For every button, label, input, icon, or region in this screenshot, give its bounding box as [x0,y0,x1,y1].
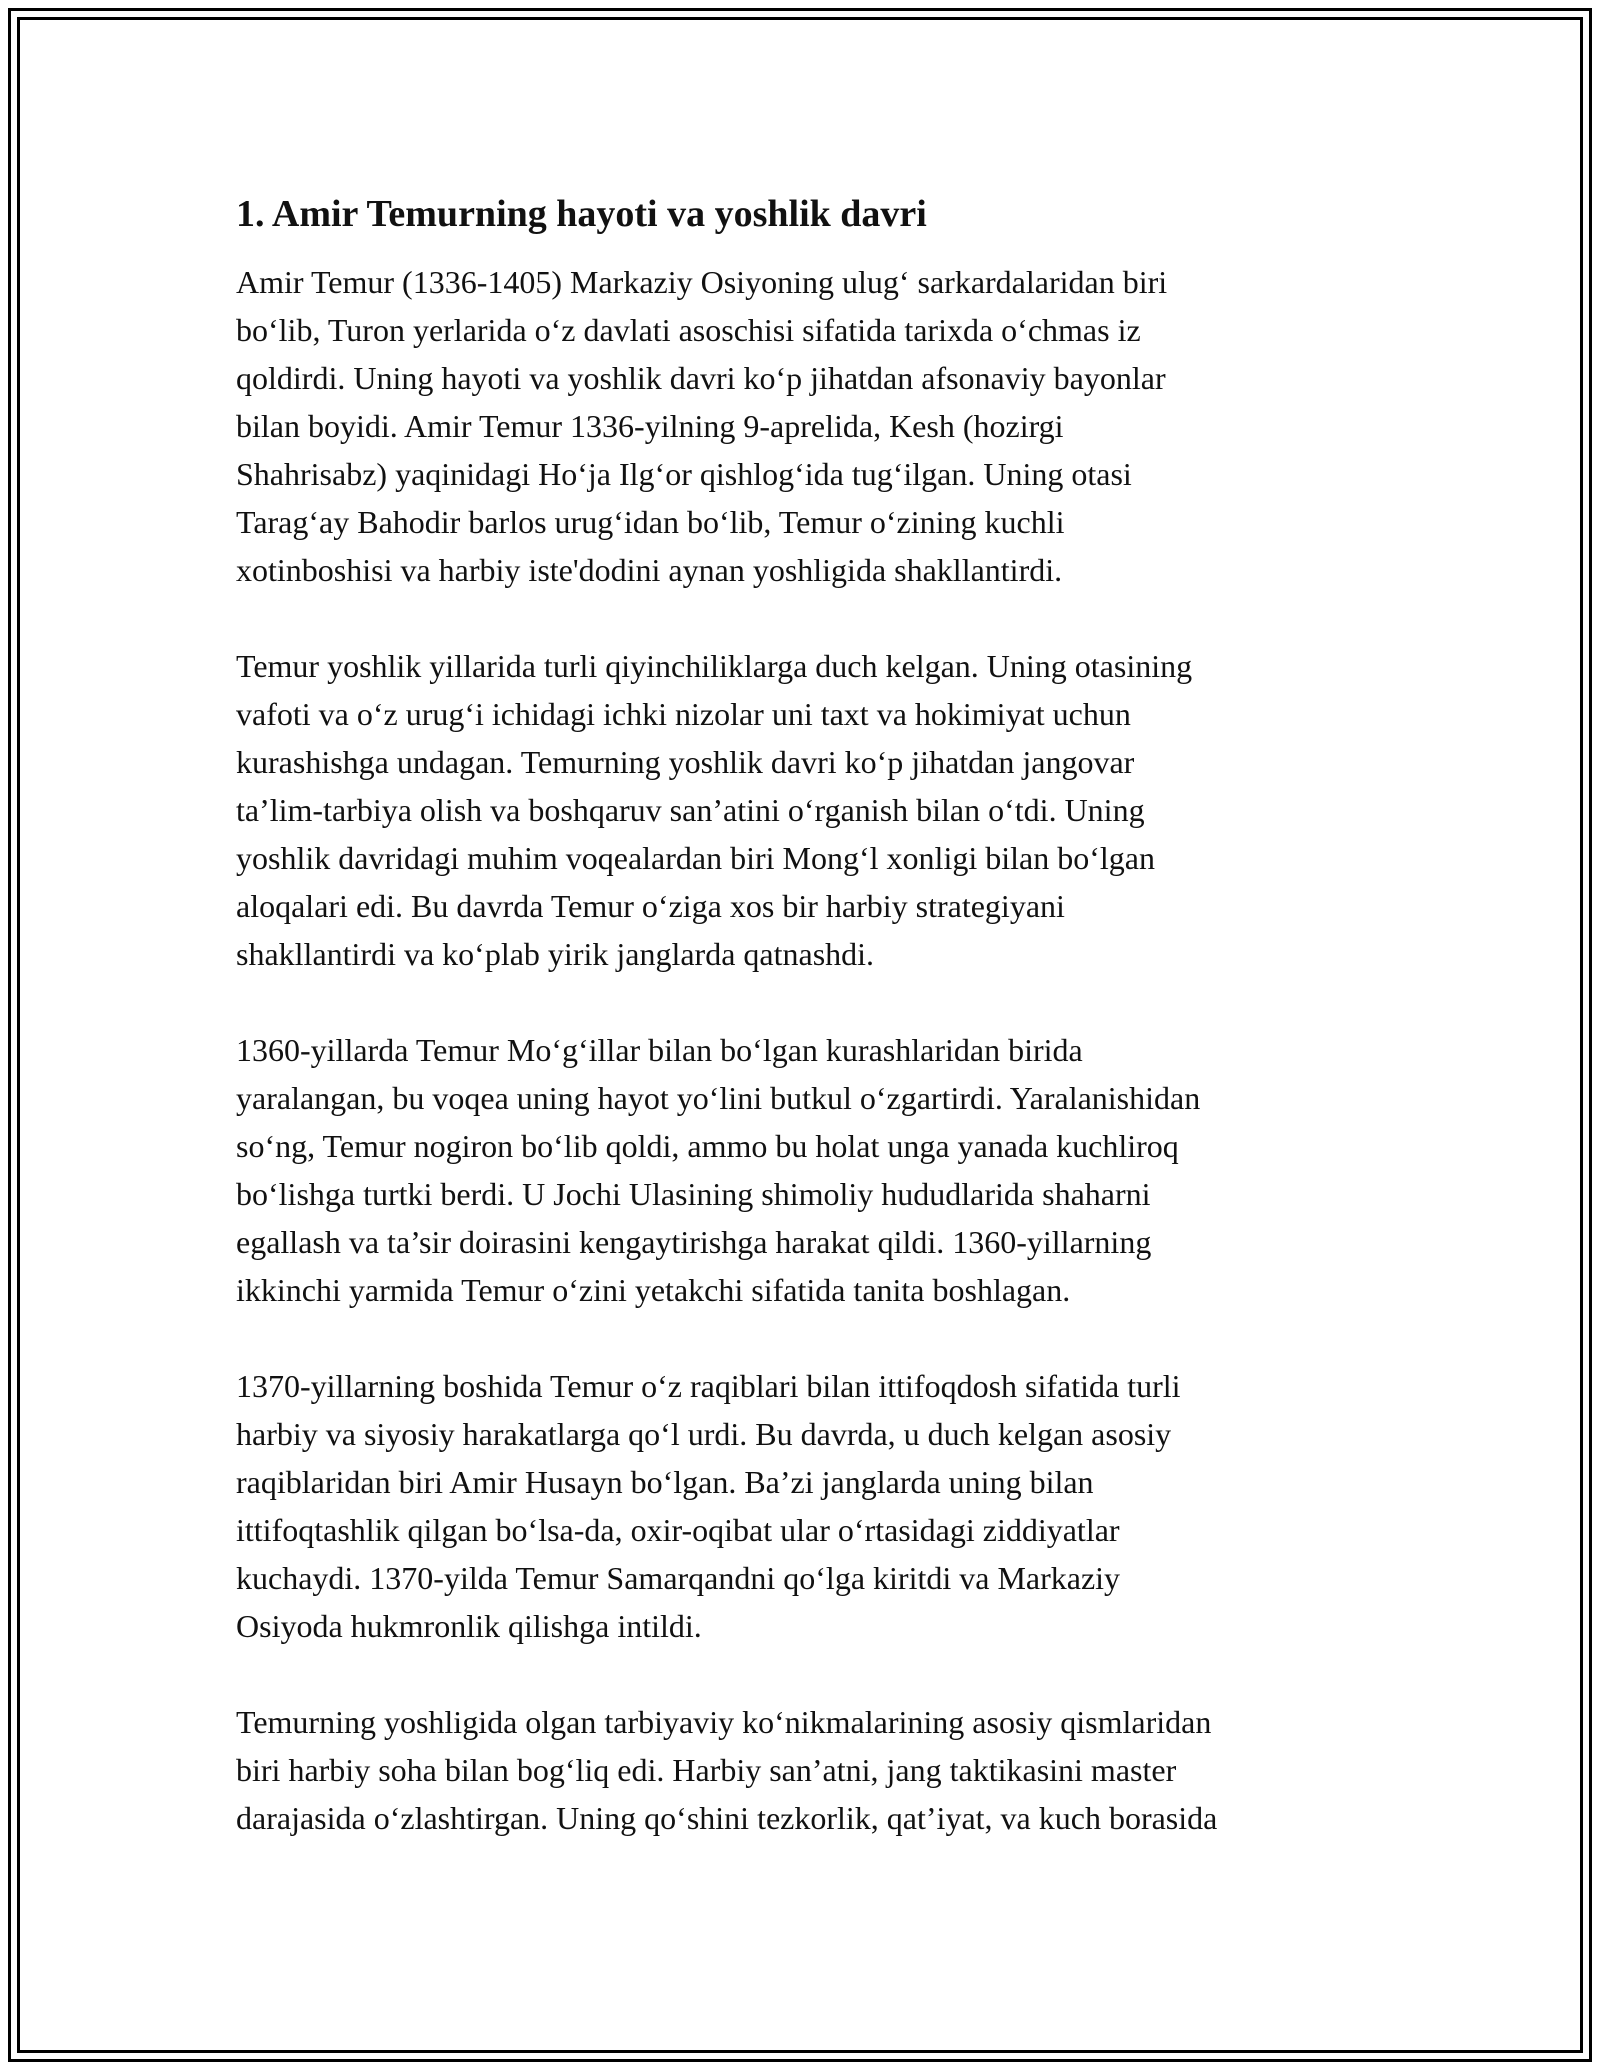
paragraph-2: Temur yoshlik yillarida turli qiyinchiliklarga duch kelgan. Uning otasining vafoti va o‘z urug‘i ichidagi ichki nizolar uni taxt va hokimiyat uchun kurashishga undagan. Temurning yoshlik davri ko‘p jihatdan jangovar ta’lim-tarbiya olish va boshqaruv san’atini o‘rganish bilan o‘tdi. Uning yoshlik davridagi muhim voqealardan biri Mong‘l xonligi bilan bo‘lgan aloqalari edi. Bu davrda Temur o‘ziga xos bir harbiy strategiyani shakllantirdi va ko‘plab yirik janglarda qatnashdi. [236,648,1193,972]
section-title: 1. Amir Temurning hayoti va yoshlik davri [236,193,927,235]
paragraph-5: Temurning yoshligida olgan tarbiyaviy ko‘nikmalarining asosiy qismlaridan biri harbiy soha bilan bog‘liq edi. Harbiy san’atni, jang taktikasini master darajasida o‘zlashtirgan. Uning qo‘shini tezkorlik, qat’iyat, va kuch borasida [236,1704,1218,1836]
paragraph-1: Amir Temur (1336-1405) Markaziy Osiyoning ulug‘ sarkardalaridan biri bo‘lib, Turon yerlarida o‘z davlati asoschisi sifatida tarixda o‘chmas iz qoldirdi. Uning hayoti va yoshlik davri ko‘p jihatdan afsonaviy bayonlar bilan boyidi. Amir Temur 1336-yilning 9-aprelida, Kesh (hozirgi Shahrisabz) yaqinidagi Ho‘ja Ilg‘or qishlog‘ida tug‘ilgan. Uning otasi Tarag‘ay Bahodir barlos urug‘idan bo‘lib, Temur o‘zining kuchli xotinboshisi va harbiy iste'dodini aynan yoshligida shakllantirdi. [236,264,1168,588]
paragraph-list [236,258,1376,1842]
document-body [236,190,1376,1890]
paragraph-4: 1370-yillarning boshida Temur o‘z raqiblari bilan ittifoqdosh sifatida turli harbiy va siyosiy harakatlarga qo‘l urdi. Bu davrda, u duch kelgan asosiy raqiblaridan biri Amir Husayn bo‘lgan. Ba’zi janglarda uning bilan ittifoqtashlik qilgan bo‘lsa-da, oxir-oqibat ular o‘rtasidagi ziddiyatlar kuchaydi. 1370-yilda Temur Samarqandni qo‘lga kiritdi va Markaziy Osiyoda hukmronlik qilishga intildi. [236,1368,1181,1644]
paragraph-3: 1360-yillarda Temur Mo‘g‘illar bilan bo‘lgan kurashlaridan birida yaralangan, bu voqea uning hayot yo‘lini butkul o‘zgartirdi. Yaralanishidan so‘ng, Temur nogiron bo‘lib qoldi, ammo bu holat unga yanada kuchliroq bo‘lishga turtki berdi. U Jochi Ulasining shimoliy hududlarida shaharni egallash va ta’sir doirasini kengaytirishga harakat qildi. 1360-yillarning ikkinchi yarmida Temur o‘zini yetakchi sifatida tanita boshlagan. [236,1032,1201,1308]
